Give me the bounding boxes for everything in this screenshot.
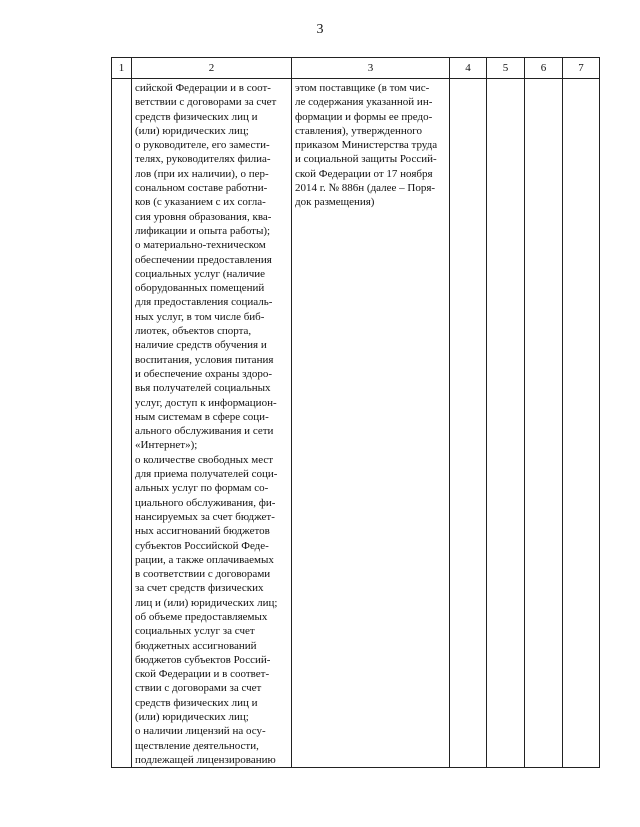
- text-line: сональном составе работни-: [135, 182, 268, 195]
- text-line: воспитания, условия питания: [135, 353, 274, 366]
- column3-text: [292, 79, 449, 210]
- header-cell-6: 6: [525, 58, 563, 79]
- text-line: альных услуг по формам со-: [135, 482, 269, 495]
- text-line: ных ассигнований бюджетов: [135, 525, 270, 538]
- text-line: о руководителе, его замести-: [135, 139, 270, 152]
- text-line: «Интернет»);: [135, 439, 198, 452]
- text-line: субъектов Российской Феде-: [135, 539, 269, 552]
- text-line: телях, руководителях филиа-: [135, 153, 271, 166]
- text-line: (или) юридических лиц;: [135, 124, 249, 137]
- text-line: лиотек, объектов спорта,: [135, 325, 252, 338]
- text-line: лов (при их наличии), о пер-: [135, 167, 269, 180]
- text-line: о количестве свободных мест: [135, 453, 274, 466]
- text-line: ской Федерации и в соответ-: [135, 668, 270, 681]
- table-body-row: [112, 79, 600, 768]
- text-line: ных услуг, в том числе биб-: [135, 310, 265, 323]
- text-line: этом поставщике (в том чис-: [295, 82, 430, 94]
- text-line: вья получателей социальных: [135, 382, 271, 395]
- text-line: обеспечении предоставления: [135, 253, 272, 266]
- text-line: бюджетов субъектов Россий-: [135, 653, 271, 666]
- text-line: ствии с договорами за счет: [135, 682, 262, 695]
- body-cell-4: [450, 79, 487, 768]
- text-line: социальных услуг (наличие: [135, 267, 266, 280]
- text-line: лификации и опыта работы);: [135, 224, 271, 237]
- header-cell-4: 4: [450, 58, 487, 79]
- body-cell-7: [563, 79, 600, 768]
- column2-text: [132, 79, 291, 767]
- body-cell-3: [292, 79, 450, 768]
- text-line: ветствии с договорами за счет: [135, 96, 277, 109]
- text-line: сийской Федерации и в соот-: [135, 82, 271, 94]
- header-cell-2: 2: [132, 58, 292, 79]
- text-line: рации, а также оплачиваемых: [135, 553, 274, 566]
- text-line: о материально-техническом: [135, 239, 266, 252]
- text-line: социальных услуг за счет: [135, 625, 255, 638]
- page-number: 3: [316, 22, 324, 37]
- text-line: док размещения): [295, 196, 375, 209]
- text-line: о наличии лицензий на осу-: [135, 725, 266, 738]
- text-line: ле содержания указанной ин-: [295, 96, 433, 109]
- text-line: и социальной защиты Россий-: [295, 153, 437, 166]
- text-line: циального обслуживания, фи-: [135, 496, 276, 509]
- text-line: за счет средств физических: [135, 582, 264, 595]
- text-line: сия уровня образования, ква-: [135, 210, 272, 223]
- body-cell-1: [112, 79, 132, 768]
- text-line: (или) юридических лиц;: [135, 711, 249, 724]
- header-cell-5: 5: [487, 58, 525, 79]
- text-line: ской Федерации от 17 ноября: [295, 167, 433, 180]
- document-table: [111, 57, 600, 768]
- text-line: наличие средств обучения и: [135, 339, 267, 352]
- text-line: нансируемых за счет бюджет-: [135, 510, 275, 523]
- text-line: лиц и (или) юридических лиц;: [135, 596, 278, 609]
- text-line: ков (с указанием с их согла-: [135, 196, 266, 209]
- header-cell-1: 1: [112, 58, 132, 79]
- table-header-row: [112, 58, 600, 79]
- text-line: услуг, доступ к информацион-: [135, 396, 277, 409]
- text-line: приказом Министерства труда: [295, 139, 438, 152]
- header-cell-7: 7: [563, 58, 600, 79]
- text-line: бюджетных ассигнований: [135, 639, 257, 652]
- text-line: ществление деятельности,: [135, 739, 259, 752]
- text-line: для предоставления социаль-: [135, 296, 273, 309]
- text-line: 2014 г. № 886н (далее – Поря-: [295, 182, 436, 195]
- text-line: в соответствии с договорами: [135, 568, 271, 581]
- header-cell-3: 3: [292, 58, 450, 79]
- text-line: формации и формы ее предо-: [295, 110, 433, 123]
- text-line: и обеспечение охраны здоро-: [135, 367, 272, 380]
- text-line: оборудованных помещений: [135, 282, 265, 295]
- text-line: средств физических лиц и: [135, 696, 258, 709]
- text-line: ным системам в сфере соци-: [135, 410, 269, 423]
- text-line: ального обслуживания и сети: [135, 425, 274, 438]
- text-line: средств физических лиц и: [135, 110, 258, 123]
- text-line: об объеме предоставляемых: [135, 610, 268, 623]
- text-line: для приема получателей соци-: [135, 468, 278, 481]
- text-line: подлежащей лицензированию: [135, 753, 276, 766]
- body-cell-6: [525, 79, 563, 768]
- body-cell-5: [487, 79, 525, 768]
- body-cell-2: [132, 79, 292, 768]
- text-line: ставления), утвержденного: [295, 124, 423, 137]
